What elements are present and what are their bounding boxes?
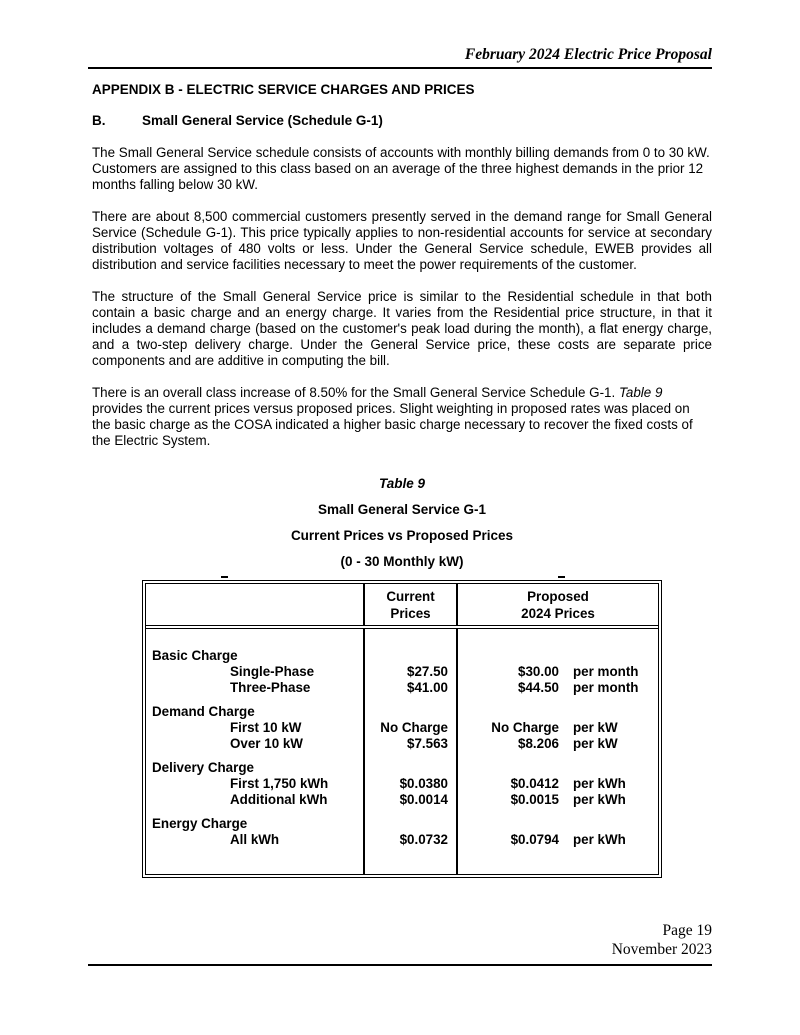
row-label: Over 10 kW [230,736,303,751]
unit-label: per kW [573,720,618,735]
paragraph-1: The Small General Service schedule consists of accounts with monthly billing demands from 0 to 30 kW. Customers are assigned to this class based on an average of the three highest demands in the prior 12 months falling below 30 kW. [92,145,710,192]
scan-artifact-tick [558,576,565,578]
section-title: Small General Service (Schedule G-1) [142,113,383,128]
appendix-heading: APPENDIX B - ELECTRIC SERVICE CHARGES AND PRICES [92,82,475,97]
price-table-border [142,580,662,878]
table-subtitle-compare: Current Prices vs Proposed Prices [290,528,514,543]
header-proposed-prices [457,584,658,627]
group-label: Energy Charge [152,816,248,831]
current-price: $41.00 [364,680,457,696]
page-number: Page 19 [662,922,712,939]
group-row-demand-charge [146,696,658,720]
table-row [146,664,658,680]
proposed-price: $44.50 [518,680,559,695]
row-label: First 1,750 kWh [230,776,329,791]
current-price: $0.0732 [364,832,457,848]
table-row [146,832,658,848]
table-row [146,720,658,736]
row-label: Additional kWh [230,792,328,807]
group-row-basic-charge [146,640,658,664]
section-heading [92,113,712,129]
group-label: Basic Charge [152,648,238,663]
unit-label: per kWh [573,832,626,847]
proposed-price: $0.0015 [510,792,559,807]
row-label: Three-Phase [230,680,311,695]
table-subtitle-range: (0 - 30 Monthly kW) [340,554,464,569]
table-row [146,680,658,696]
unit-label: per kWh [573,776,626,791]
proposed-price: $0.0412 [510,776,559,791]
paragraph-4-text: There is an overall class increase of 8.50% for the Small General Service Schedule G-1. [92,385,619,400]
group-label: Demand Charge [152,704,255,719]
unit-label: per month [573,680,639,695]
proposed-price: $8.206 [518,736,559,751]
header-proposed-line1: Proposed [527,589,589,604]
table-spacer-row [146,627,658,640]
proposed-price: No Charge [491,720,559,735]
unit-label: per month [573,664,639,679]
row-label: Single-Phase [230,664,315,679]
row-label: All kWh [230,832,280,847]
paragraph-4 [92,385,712,449]
current-price: $0.0014 [364,792,457,808]
running-header [88,46,712,69]
table-header-row [146,584,658,627]
footer-date: November 2023 [611,941,712,958]
current-price: No Charge [364,720,457,736]
unit-label: per kW [573,736,618,751]
header-current-prices [364,584,457,627]
current-price: $7.563 [364,736,457,752]
header-empty-cell [146,584,364,627]
page-body [92,82,712,878]
proposed-price: $30.00 [518,664,559,679]
header-proposed-line2: 2024 Prices [521,606,595,621]
running-footer [88,921,712,966]
paragraph-3: The structure of the Small General Service price is similar to the Residential schedule in that both contain a basic charge and an energy charge. It varies from the Residential price structure, in that it includes a demand charge (based on the customer's peak load during the month), a flat energy charge, and a two-step delivery charge. Under the General Service price, these costs are separate price components and are additive in computing the bill. [92,289,712,368]
current-price: $0.0380 [364,776,457,792]
group-row-delivery-charge [146,752,658,776]
table-title-block [92,476,712,570]
table-subtitle-service: Small General Service G-1 [317,502,487,517]
header-title: February 2024 Electric Price Proposal [464,46,712,63]
table-spacer-row [146,848,658,874]
current-price: $27.50 [364,664,457,680]
header-current-line1: Current [386,589,435,604]
unit-label: per kWh [573,792,626,807]
table-9-reference: Table 9 [618,385,663,400]
table-row [146,736,658,752]
header-current-line2: Prices [390,606,431,621]
proposed-price: $0.0794 [510,832,559,847]
group-label: Delivery Charge [152,760,254,775]
section-label: B. [92,113,106,128]
group-row-energy-charge [146,808,658,832]
row-label: First 10 kW [230,720,302,735]
paragraph-4-text-cont: provides the current prices versus proposed prices. Slight weighting in proposed rates was placed on the basic charge as the COSA indicated a higher basic charge necessary to recover the fixed costs of the Electric System. [92,401,693,448]
table-row [146,776,658,792]
scan-artifact-tick [221,576,228,578]
paragraph-2: There are about 8,500 commercial customers presently served in the demand range for Small General Service (Schedule G-1). This price typically applies to non-residential accounts for service at secondary distribution voltages of 480 volts or less. Under the General Service schedule, EWEB provides all distribution and service facilities necessary to meet the power requirements of the customer. [92,209,712,272]
table-caption: Table 9 [378,476,426,491]
table-row [146,792,658,808]
price-table [146,584,658,874]
price-table-wrapper [142,580,662,878]
